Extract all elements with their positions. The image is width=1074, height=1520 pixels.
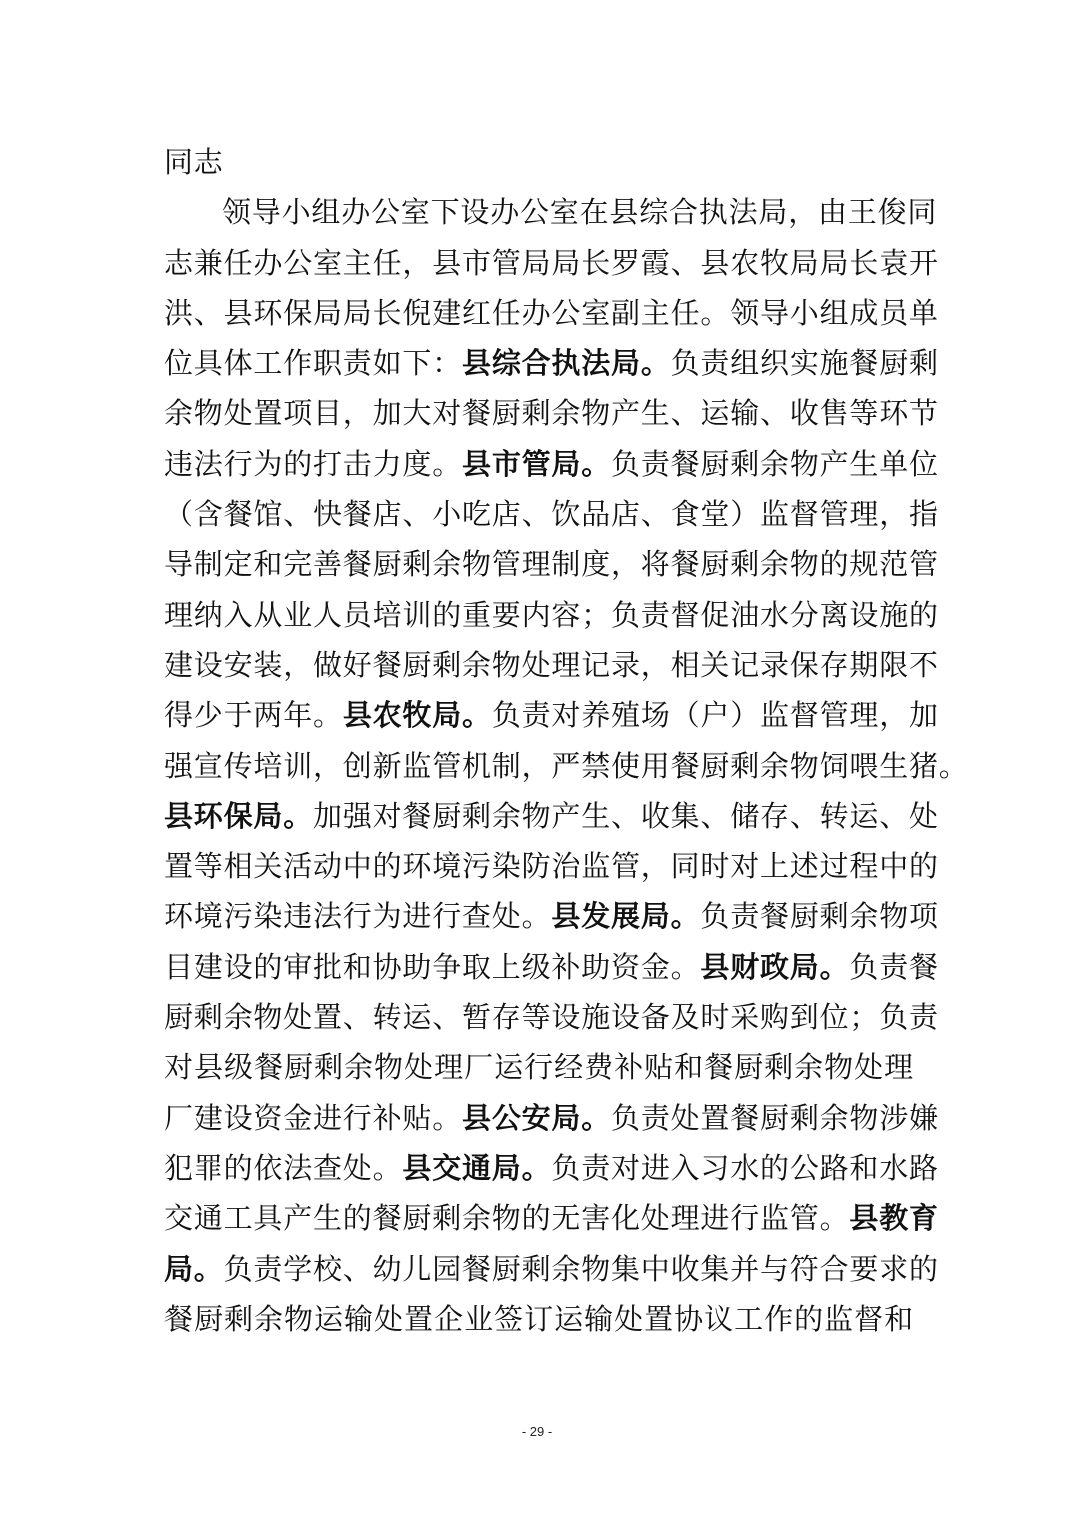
text-line — [164, 539, 939, 589]
text-line — [164, 187, 938, 237]
text-segment: 负责学校、幼儿园餐厨剩余物集中收集并与符合要求的 — [223, 1251, 939, 1286]
text-segment: 厨剩余物处置、转运、暂存等设施设备及时采购到位；负责 — [164, 1000, 939, 1035]
text-segment: 置等相关活动中的环境污染防治监管，同时对上述过程中的 — [164, 849, 939, 884]
bold-department-name: 局。 — [164, 1251, 224, 1286]
text-line — [164, 238, 939, 288]
text-line — [164, 137, 914, 187]
bold-department-name: 县发展局。 — [551, 899, 701, 934]
text-line — [164, 489, 939, 539]
body-text — [164, 137, 969, 1344]
text-segment: 负责对养殖场（户）监督管理，加 — [491, 698, 939, 733]
text-line — [164, 640, 939, 690]
text-segment: 负责组织实施餐厨剩 — [670, 346, 939, 381]
bold-department-name: 县公安局。 — [462, 1100, 612, 1135]
bold-department-name: 县环保局。 — [164, 798, 314, 833]
text-line — [164, 1143, 939, 1193]
text-line — [164, 741, 969, 791]
text-segment: 厂建设资金进行补贴。 — [164, 1100, 463, 1135]
text-segment: 负责餐厨剩余物项 — [700, 899, 939, 934]
text-line — [164, 1093, 939, 1143]
text-segment: 目建设的审批和协助争取上级补助资金。 — [164, 949, 701, 984]
bold-department-name: 县教育 — [849, 1201, 939, 1236]
text-segment: 环境污染违法行为进行查处。 — [164, 899, 552, 934]
bold-department-name: 县交通局。 — [402, 1150, 552, 1185]
text-segment: 违法行为的打击力度。 — [164, 446, 463, 481]
bold-department-name: 县农牧局。 — [342, 698, 492, 733]
text-line — [164, 1042, 914, 1092]
text-segment: 得少于两年。 — [164, 698, 343, 733]
text-line — [164, 891, 939, 941]
text-segment: 负责餐 — [849, 949, 939, 984]
text-segment: 领导小组办公室下设办公室在县综合执法局，由王俊同 — [222, 195, 938, 230]
text-segment: 交通工具产生的餐厨剩余物的无害化处理进行监管。 — [164, 1201, 850, 1236]
page-number: - 29 - — [521, 1424, 553, 1439]
text-segment: 理纳入从业人员培训的重要内容；负责督促油水分离设施的 — [164, 597, 939, 632]
text-segment: 负责对进入习水的公路和水路 — [551, 1150, 939, 1185]
text-segment: 同志 — [164, 145, 224, 179]
bold-department-name: 县财政局。 — [700, 949, 850, 984]
text-line — [164, 388, 939, 438]
text-line — [164, 841, 939, 891]
text-line — [164, 1244, 939, 1294]
text-segment: 负责餐厨剩余物产生单位 — [611, 446, 939, 481]
text-segment: 洪、县环保局局长倪建红任办公室副主任。领导小组成员单 — [164, 295, 939, 330]
text-segment: 对县级餐厨剩余物处理厂运行经费补贴和餐厨剩余物处理 — [164, 1050, 914, 1085]
text-line — [164, 942, 939, 992]
bold-department-name: 县市管局。 — [462, 446, 612, 481]
text-segment: 位具体工作职责如下： — [164, 346, 463, 381]
text-segment: 余物处置项目，加大对餐厨剩余物产生、运输、收售等环节 — [164, 396, 939, 431]
text-line — [164, 338, 939, 388]
text-segment: 导制定和完善餐厨剩余物管理制度，将餐厨剩余物的规范管 — [164, 547, 939, 582]
text-line — [164, 791, 939, 841]
bold-department-name: 县综合执法局。 — [462, 346, 671, 381]
text-segment: 建设安装，做好餐厨剩余物处理记录，相关记录保存期限不 — [164, 647, 939, 682]
text-line — [164, 690, 939, 740]
text-segment: （含餐馆、快餐店、小吃店、饮品店、食堂）监督管理，指 — [164, 497, 939, 532]
text-line — [164, 439, 939, 489]
text-segment: 犯罪的依法查处。 — [164, 1150, 403, 1185]
text-segment: 强宣传培训，创新监管机制，严禁使用餐厨剩余物饲喂生猪。 — [164, 748, 969, 783]
text-line — [164, 1193, 939, 1243]
text-line — [164, 288, 939, 338]
text-line — [164, 1294, 914, 1344]
text-segment: 负责处置餐厨剩余物涉嫌 — [611, 1100, 939, 1135]
text-line — [164, 590, 939, 640]
text-line — [164, 992, 939, 1042]
text-segment: 餐厨剩余物运输处置企业签订运输处置协议工作的监督和 — [164, 1301, 914, 1336]
text-segment: 加强对餐厨剩余物产生、收集、储存、转运、处 — [313, 798, 939, 833]
text-segment: 志兼任办公室主任，县市管局局长罗霞、县农牧局局长袁开 — [164, 245, 939, 280]
